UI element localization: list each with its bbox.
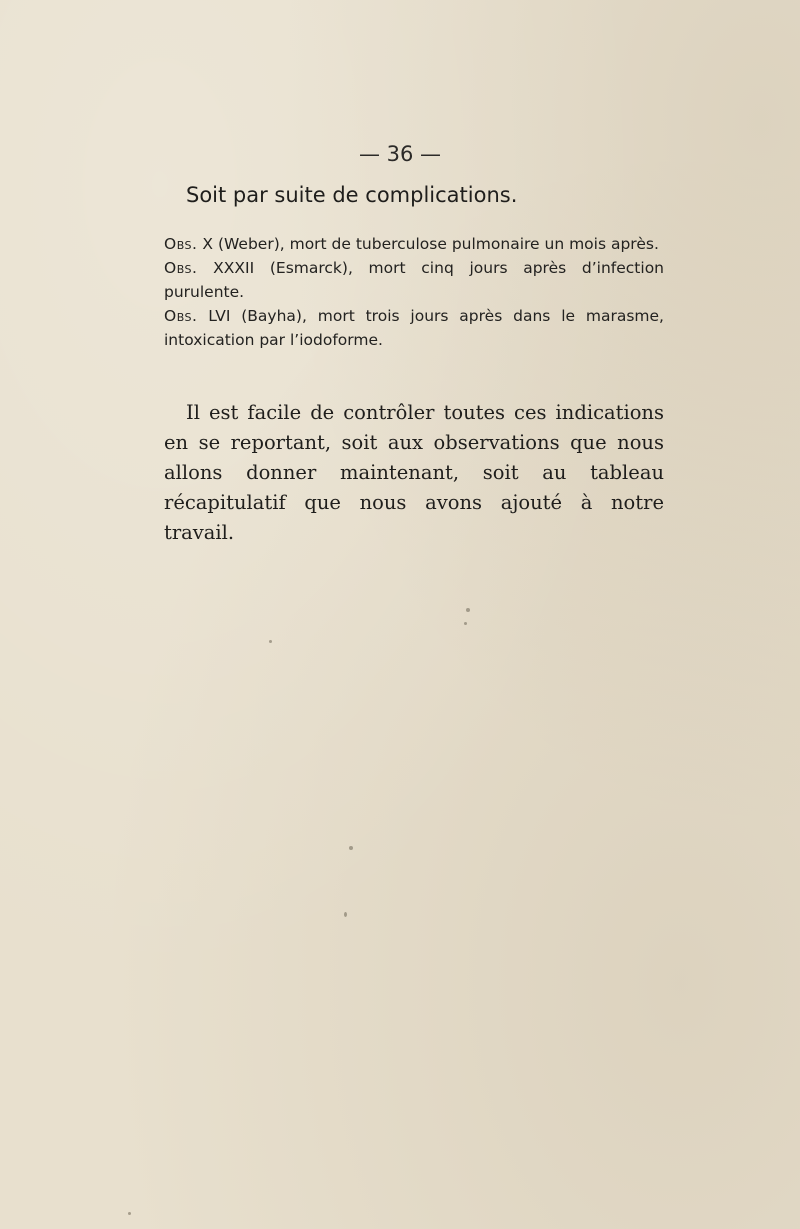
paper-speck (269, 640, 272, 643)
paper-speck (128, 1212, 131, 1215)
page-number: — 36 — (358, 142, 442, 166)
observation-item (164, 256, 664, 304)
observation-text: XXXII (Esmarck), mort cinq jours après d’infection purulente. (164, 259, 664, 301)
paper-speck (349, 846, 353, 850)
observation-item (164, 304, 664, 352)
observation-label: Obs. (164, 307, 198, 325)
observation-text: X (Weber), mort de tuberculose pulmonaire un mois après. (197, 235, 659, 253)
observation-list (164, 232, 664, 352)
observation-text: LVI (Bayha), mort trois jours après dans le marasme, intoxication par l’iodoforme. (164, 307, 664, 349)
section-title: Soit par suite de complications. (186, 183, 518, 207)
paper-speck (464, 622, 467, 625)
paper-speck (466, 608, 470, 612)
paper-speck (344, 912, 347, 917)
observation-item (164, 232, 664, 256)
observation-label: Obs. (164, 235, 198, 253)
body-paragraph: Il est facile de contrôler toutes ces indications en se reportant, soit aux observations que nous allons donner maintenant, soit au tableau récapitulatif que nous avons ajouté à notre travail. (164, 401, 664, 544)
observation-label: Obs. (164, 259, 198, 277)
